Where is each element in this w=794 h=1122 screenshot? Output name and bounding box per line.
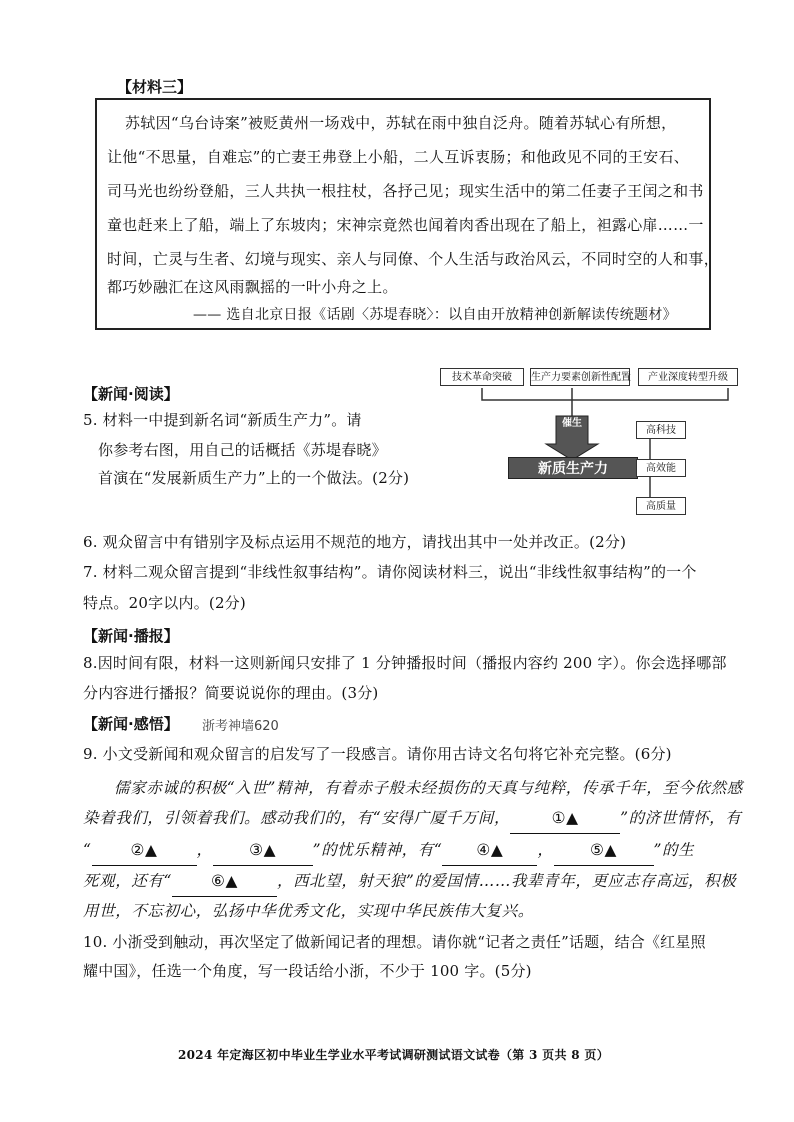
section-broadcast: 【新闻·播报】	[83, 627, 179, 645]
section-reading: 【新闻·阅读】	[83, 385, 179, 403]
material3-line: 苏轼因“乌台诗案”被贬黄州一场戏中，苏轼在雨中独自泛舟。随着苏轼心有所想，	[125, 114, 677, 132]
passage-line3	[83, 835, 694, 866]
blank-3[interactable]: ③▲	[213, 835, 313, 866]
blank-2[interactable]: ②▲	[92, 835, 197, 866]
watermark-text: 浙考神墙620	[202, 719, 279, 734]
question-6: 6. 观众留言中有错别字及标点运用不规范的地方，请找出其中一处并改正。(2分)	[83, 533, 627, 551]
passage-text: ”的济世情怀，有	[620, 809, 742, 827]
diagram-box-industry-upgrade: 产业深度转型升级	[638, 368, 738, 386]
new-productivity-diagram	[430, 360, 750, 520]
blank-4[interactable]: ④▲	[442, 835, 537, 866]
question-5-line3: 首演在“发展新质生产力”上的一个做法。(2分)	[98, 469, 410, 487]
material3-line: 让他“不思量，自难忘”的亡妻王弗登上小船，二人互诉衷肠；和他政见不同的王安石、	[107, 148, 690, 166]
question-10-line1: 10. 小浙受到触动，再次坚定了做新闻记者的理想。请你就“记者之责任”话题，结合《红星照	[83, 933, 706, 951]
diagram-box-high-quality: 高质量	[636, 497, 686, 515]
question-5-line2: 你参考右图，用自己的话概括《苏堤春晓》	[98, 441, 387, 459]
material3-line: 童也赶来上了船，端上了东坡肉；宋神宗竟然也闻着肉香出现在了船上，袒露心扉……一	[107, 216, 704, 234]
material3-title: 【材料三】	[117, 78, 193, 96]
passage-line2	[83, 803, 741, 834]
question-5-line1: 5. 材料一中提到新名词“新质生产力”。请	[83, 411, 362, 429]
question-8-line1: 8.因时间有限，材料一这则新闻只安排了 1 分钟播报时间（播报内容约 200 字）。你会选择哪部	[83, 654, 727, 672]
passage-text: ”的忧乐精神，有“	[312, 841, 443, 859]
passage-text: 染着我们，引领着我们。感动我们的，有“安得广厦千万间，	[83, 809, 511, 827]
diagram-box-tech-breakthrough: 技术革命突破	[440, 368, 524, 386]
question-7-line1: 7. 材料二观众留言提到“非线性叙事结构”。请你阅读材料三，说出“非线性叙事结构”的一个	[83, 563, 697, 581]
blank-6[interactable]: ⑥▲	[172, 866, 277, 897]
question-10-line2: 耀中国》，任选一个角度，写一段话给小浙，不少于 100 字。(5分)	[83, 962, 532, 980]
diagram-center-new-productivity: 新质生产力	[508, 457, 638, 479]
blank-5[interactable]: ⑤▲	[554, 835, 654, 866]
passage-text: ，	[196, 841, 213, 859]
passage-text: ”的生	[653, 841, 695, 859]
passage-text: “	[83, 841, 92, 859]
passage-line4	[83, 866, 736, 897]
diagram-arrow-label: 催生	[562, 418, 582, 429]
material3-line: 时间，亡灵与生者、幻境与现实、亲人与同僚、个人生活与政治风云，不同时空的人和事，	[107, 250, 720, 268]
material3-box	[95, 98, 720, 330]
passage-line1: 儒家赤诚的积极“入世”精神，有着赤子般未经损伤的天真与纯粹，传承千年，至今依然感	[114, 779, 743, 797]
passage-line5: 用世，不忘初心，弘扬中华优秀文化，实现中华民族伟大复兴。	[83, 902, 534, 920]
diagram-box-factor-allocation: 生产力要素创新性配置	[530, 368, 630, 386]
section-insight: 【新闻·感悟】	[83, 715, 179, 733]
passage-text: ，西北望，射天狼”的爱国情……我辈青年，更应志存高远，积极	[277, 872, 737, 890]
page-footer: 2024 年定海区初中毕业生学业水平考试调研测试语文试卷（第 3 页共 8 页）	[178, 1048, 609, 1062]
material3-source: —— 选自北京日报《话剧〈苏堤春晓〉：以自由开放精神创新解读传统题材》	[193, 307, 677, 323]
diagram-box-high-tech: 高科技	[636, 421, 686, 439]
material3-line: 都巧妙融汇在这风雨飘摇的一叶小舟之上。	[107, 278, 398, 296]
question-9: 9. 小文受新闻和观众留言的启发写了一段感言。请你用古诗文名句将它补充完整。(6分)	[83, 745, 672, 763]
question-7-line2: 特点。20字以内。(2分)	[83, 594, 246, 612]
passage-text: ，	[537, 841, 554, 859]
material3-line: 司马光也纷纷登船，三人共执一根拄杖，各抒己见；现实生活中的第二任妻子王闰之和书	[107, 182, 704, 200]
passage-text: 死观，还有“	[83, 872, 173, 890]
question-8-line2: 分内容进行播报？简要说说你的理由。(3分)	[83, 684, 379, 702]
blank-1[interactable]: ①▲	[510, 803, 620, 834]
diagram-box-high-efficiency: 高效能	[636, 459, 686, 477]
